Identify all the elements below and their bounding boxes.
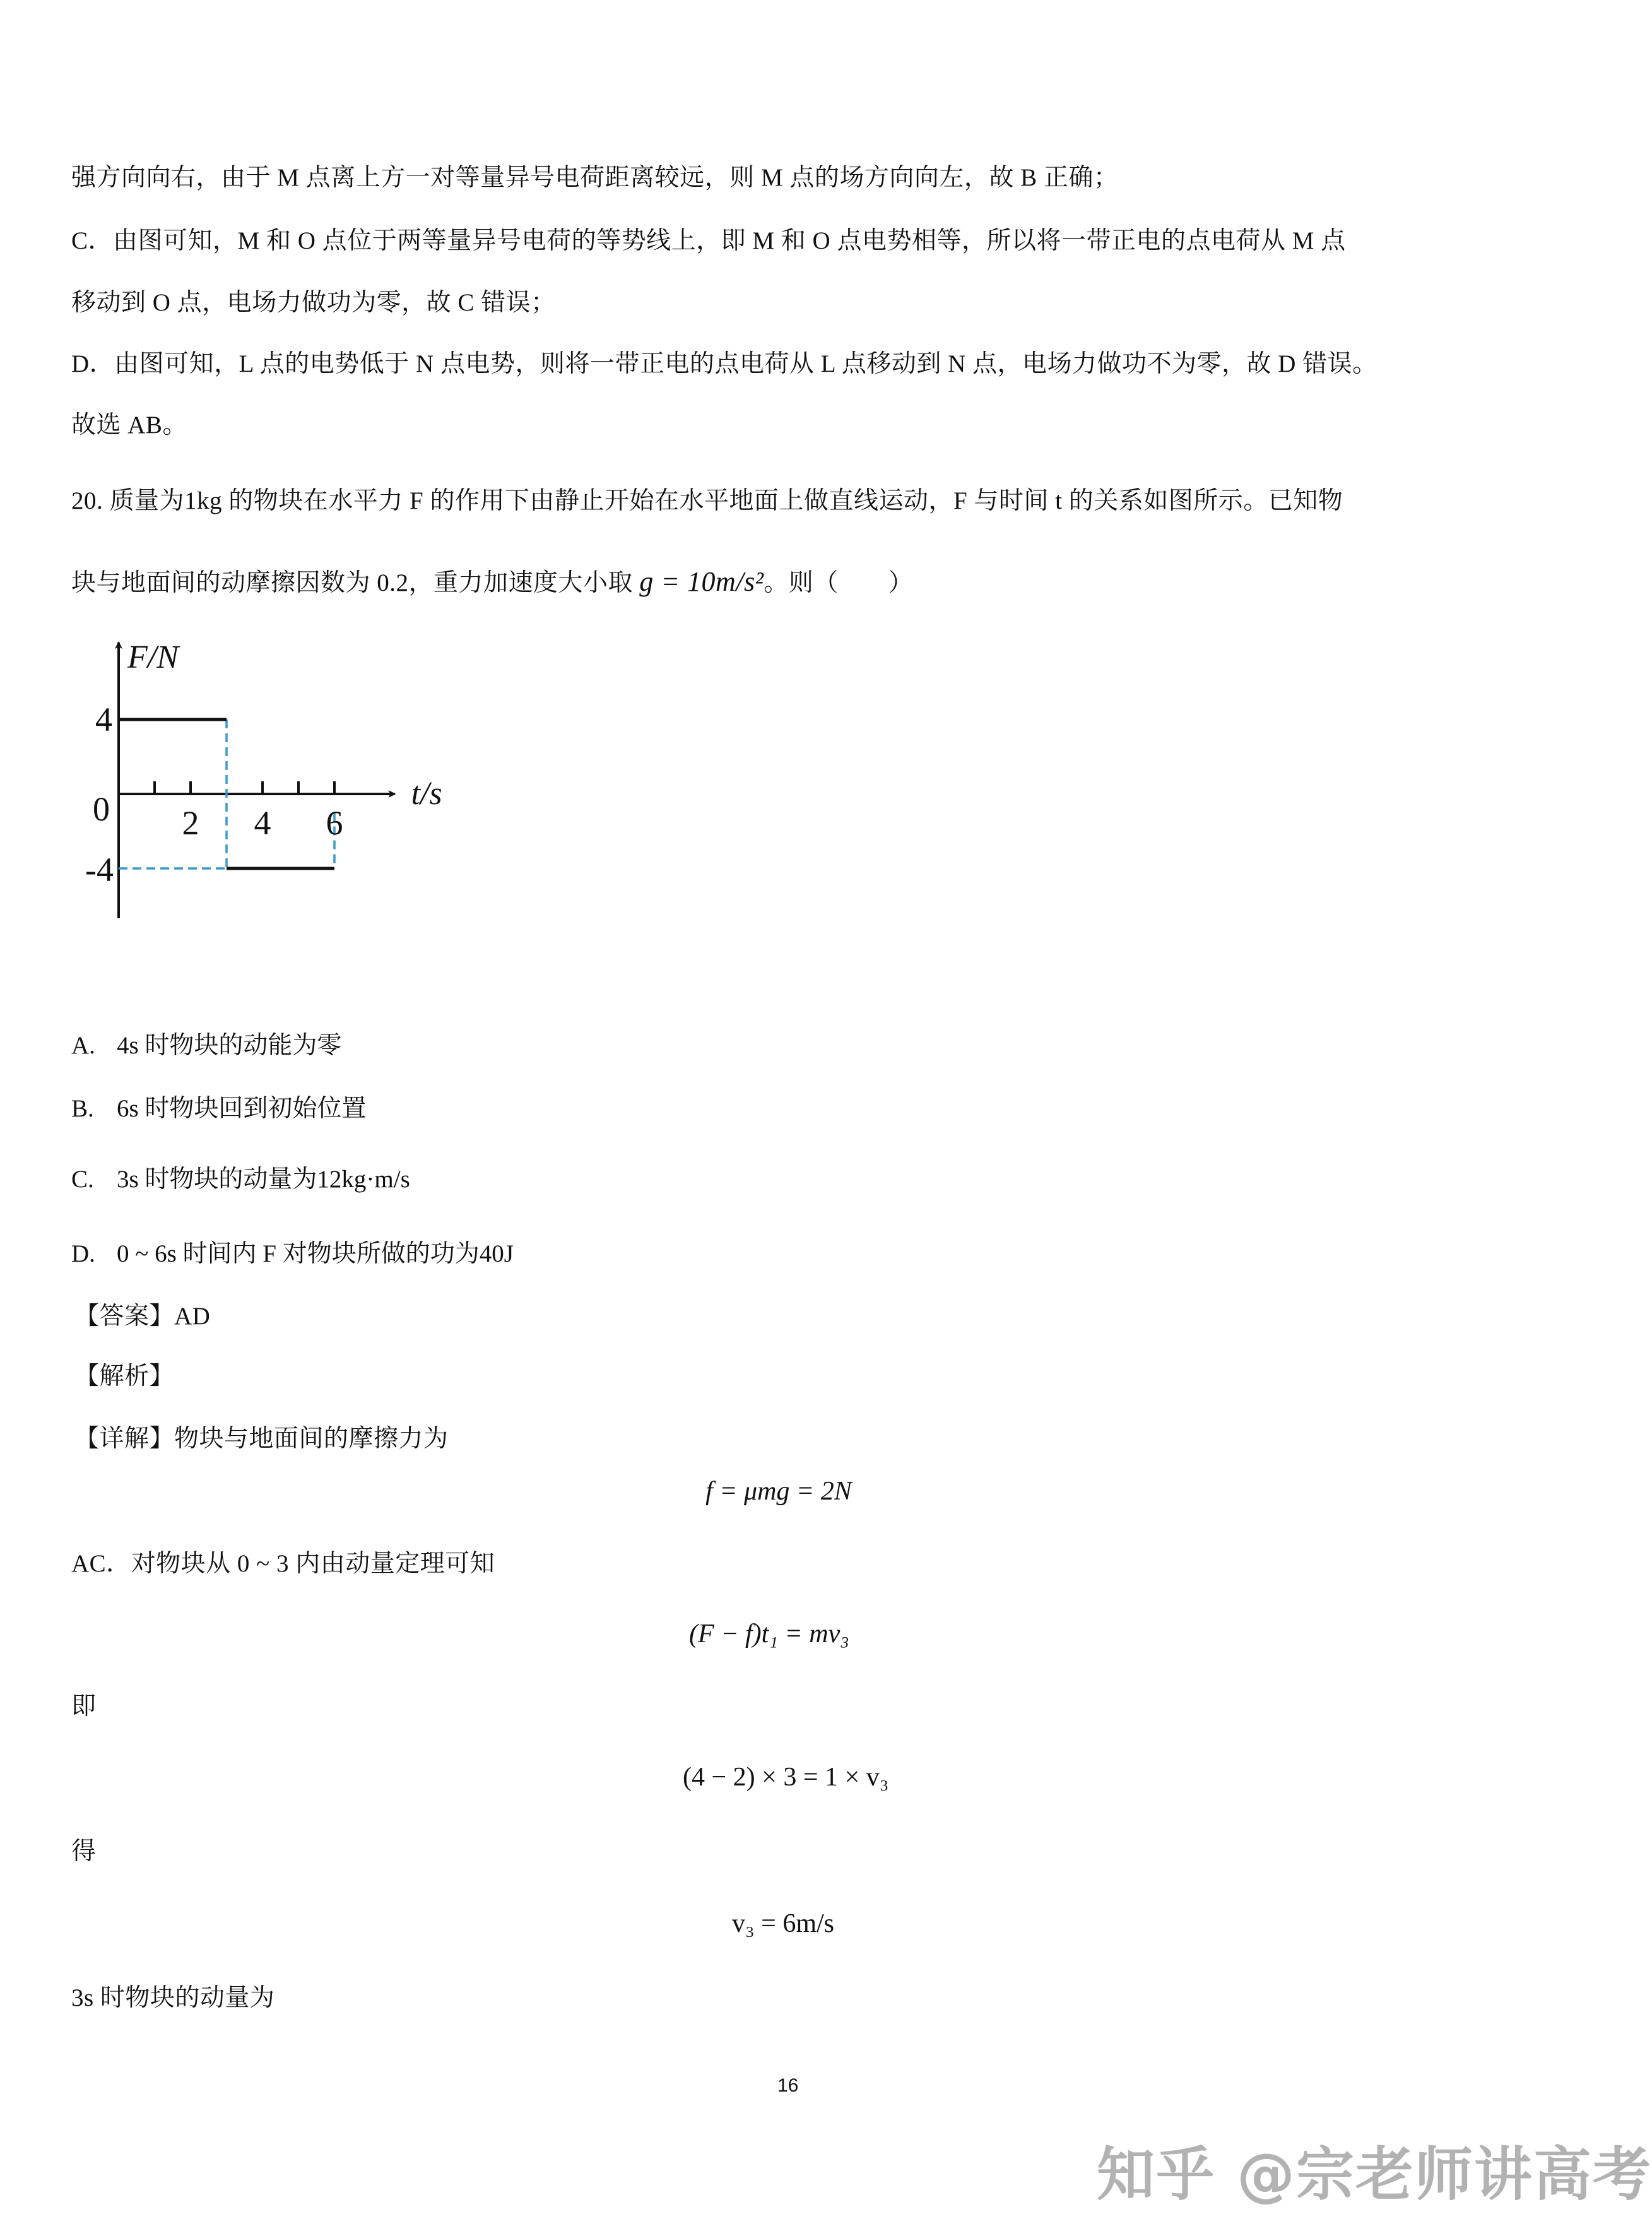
- option-d: [71, 1238, 514, 1270]
- x-axis-label: t/s: [411, 776, 442, 812]
- option-a: [71, 1030, 341, 1062]
- option-d-letter: D.: [71, 1240, 95, 1267]
- force-time-chart: [76, 637, 568, 940]
- watermark: 知乎 @宗老师讲高考: [1097, 2141, 1652, 2208]
- x-tick-label-2: 2: [182, 804, 199, 842]
- question-number: 20.: [71, 487, 103, 514]
- prev-solution-line-1: 强方向向右，由于 M 点离上方一对等量异号电荷距离较远，则 M 点的场方向向左，故 B 正确；: [71, 164, 1119, 191]
- question-stem-text-1: 质量为1kg 的物块在水平力 F 的作用下由静止开始在水平地面上做直线运动，F 与时间 t 的关系如图所示。已知物: [109, 487, 1343, 514]
- prev-solution-line-d: D．由图可知，L 点的电势低于 N 点电势，则将一带正电的点电荷从 L 点移动到 N 点，电场力做功不为零，故 D 错误。: [71, 350, 1378, 377]
- equation-impulse-momentum: (F − f)t₁ = mv₃: [689, 1619, 849, 1649]
- gravity-equation: g = 10m/s²: [639, 566, 764, 597]
- option-a-letter: A.: [71, 1032, 95, 1059]
- de-label: 得: [71, 1838, 97, 1865]
- equation-velocity-result: v₃ = 6m/s: [732, 1909, 835, 1938]
- option-c-text: 3s 时物块的动量为12kg·m/s: [117, 1166, 410, 1193]
- option-a-text: 4s 时物块的动能为零: [117, 1032, 342, 1059]
- option-b-letter: B.: [71, 1095, 94, 1122]
- option-b: [71, 1093, 366, 1125]
- ac-analysis-line: AC．对物块从 0 ~ 3 内由动量定理可知: [71, 1550, 495, 1577]
- ji-label: 即: [71, 1693, 97, 1720]
- question-stem-line-2: [71, 566, 913, 599]
- answer-label: 【答案】AD: [74, 1303, 211, 1330]
- option-d-text: 0 ~ 6s 时间内 F 对物块所做的功为40J: [117, 1240, 514, 1267]
- option-c-letter: C.: [71, 1166, 94, 1193]
- y-axis-label: F/N: [127, 639, 179, 675]
- question-stem-text-2b: 。则（ ）: [764, 569, 914, 596]
- prev-solution-line-c-cont: 移动到 O 点，电场力做功为零，故 C 错误；: [71, 289, 556, 316]
- option-b-text: 6s 时物块回到初始位置: [117, 1095, 367, 1122]
- momentum-line: 3s 时物块的动量为: [71, 1984, 275, 2011]
- origin-label: 0: [93, 790, 110, 828]
- equation-substituted: (4 − 2) × 3 = 1 × v₃: [683, 1763, 889, 1792]
- prev-solution-line-c: C．由图可知，M 和 O 点位于两等量异号电荷的等势线上，即 M 和 O 点电势相等，所以将一带正电的点电荷从 M 点: [71, 227, 1346, 254]
- prev-solution-conclusion: 故选 AB。: [71, 411, 187, 439]
- page-number: 16: [777, 2075, 799, 2096]
- y-tick-label-neg4: -4: [85, 851, 114, 889]
- analysis-label: 【解析】: [74, 1363, 175, 1390]
- x-tick-label-6: 6: [326, 804, 343, 842]
- detail-label: 【详解】物块与地面间的摩擦力为: [74, 1425, 449, 1452]
- y-tick-label-4: 4: [95, 701, 112, 738]
- option-c: [71, 1164, 410, 1195]
- equation-friction: f = μmg = 2N: [705, 1477, 852, 1506]
- x-tick-label-4: 4: [254, 804, 271, 842]
- question-stem-line-1: [71, 485, 1343, 517]
- question-stem-text-2a: 块与地面间的动摩擦因数为 0.2，重力加速度大小取: [71, 569, 640, 596]
